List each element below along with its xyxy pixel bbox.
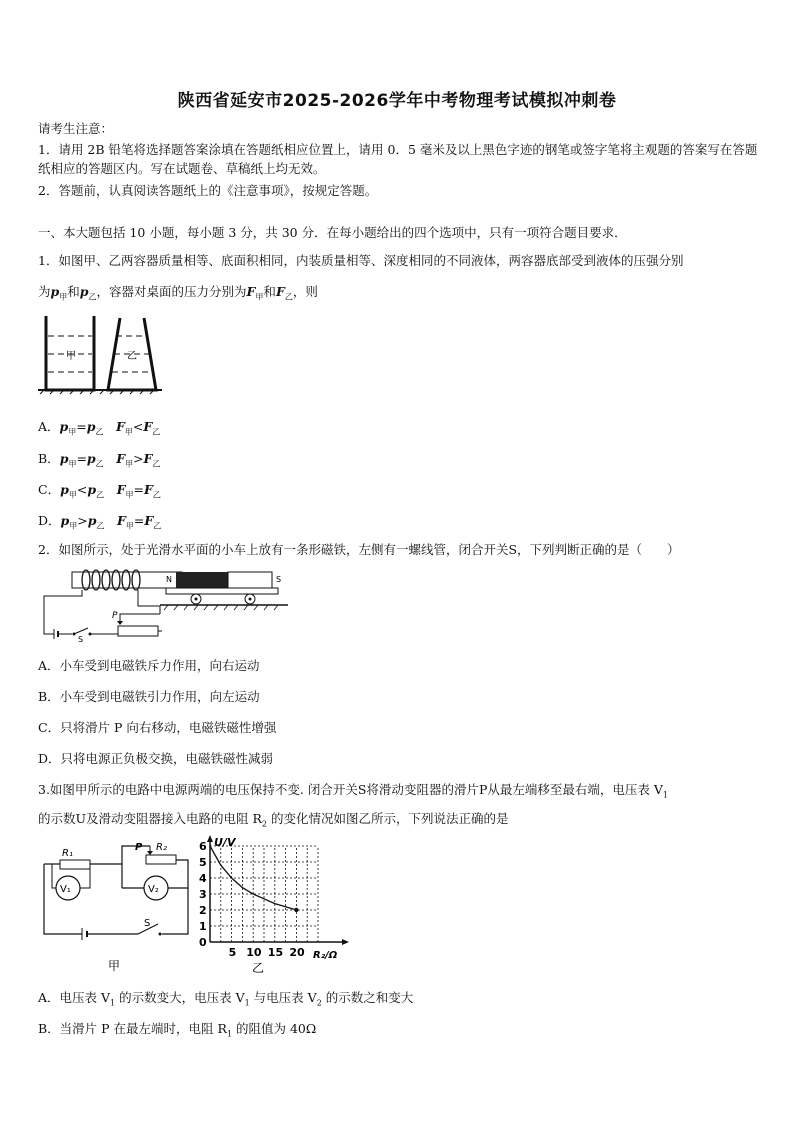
q1-option-b: B．$p_甲=p_乙$ $F_甲>F_乙$ <box>38 451 161 469</box>
y-axis-arrow <box>207 835 213 842</box>
y-axis-label: U/V <box>214 836 236 849</box>
page-title: 陕西省延安市2025-2026学年中考物理考试模拟冲刺卷 <box>177 91 617 111</box>
r2-label: R₂ <box>156 842 167 853</box>
q2-north-label: N <box>166 575 172 584</box>
q1-stem-line2: 为$p_甲$和$p_乙$，容器对桌面的压力分别为$F_甲$和$F_乙$，则 <box>38 284 318 302</box>
notice-heading: 请考生注意： <box>38 121 114 136</box>
q2-option-d: D．只将电源正负极交换，电磁铁磁性减弱 <box>38 751 274 766</box>
x-axis-label: R₂/Ω <box>313 950 338 961</box>
q2-option-c: C．只将滑片 P 向右移动，电磁铁磁性增强 <box>38 720 277 735</box>
x-tick-label: 10 <box>246 946 262 959</box>
q2-slider-label: P <box>112 611 118 621</box>
q1-option-a: A．$p_甲=p_乙$ $F_甲<F_乙$ <box>38 419 161 437</box>
x-axis-arrow <box>342 939 349 945</box>
q2-stem: 2．如图所示，处于光滑水平面的小车上放有一条形磁铁，左侧有一螺线管，闭合开关S，下列判断正确的是（ ） <box>38 542 680 557</box>
y-tick-label: 1 <box>199 920 207 933</box>
x-tick-label: 15 <box>267 946 284 959</box>
q2-option-a: A．小车受到电磁铁斥力作用，向右运动 <box>38 658 260 673</box>
y-tick-label: 4 <box>199 872 207 885</box>
y-tick-label: 0 <box>199 936 207 949</box>
container-yi-label: 乙 <box>127 351 137 362</box>
v1-label: V₁ <box>60 884 71 895</box>
q3-stem-line1: 3.如图甲所示的电路中电源两端的电压保持不变. 闭合开关S将滑动变阻器的滑片P从最左端移至最右端，电压表 $V_1$ <box>38 782 668 800</box>
q3-circuit-figure <box>38 836 198 976</box>
q3-option-a: A．电压表 $V_1$ 的示数变大，电压表 $V_1$ 与电压表 $V_2$ 的示数之和变大 <box>38 990 414 1008</box>
y-tick-label: 3 <box>199 888 207 901</box>
q2-option-b: B．小车受到电磁铁引力作用，向左运动 <box>38 689 260 704</box>
chart-caption: 乙 <box>252 961 265 975</box>
notice-item-1: 1．请用 2B 铅笔将选择题答案涂填在答题纸相应位置上，请用 0．5 毫米及以上黑色字迹的钢笔或签字笔将主观题的答案写在答题纸相应的答题区内。写在试题卷、草稿纸上均无效。 <box>38 142 758 176</box>
q1-option-c: C．$p_甲<p_乙$ $F_甲=F_乙$ <box>38 482 161 500</box>
q3-option-b: B．当滑片 P 在最左端时，电阻 $R_1$ 的阻值为 40Ω <box>38 1021 317 1039</box>
y-tick-label: 2 <box>199 904 207 917</box>
slider-p-label: P <box>135 842 143 853</box>
v2-label: V₂ <box>148 884 159 895</box>
q1-option-d: D．$p_甲>p_乙$ $F_甲=F_乙$ <box>38 513 162 531</box>
q2-south-label: S <box>276 575 282 584</box>
x-tick-label: 5 <box>228 946 237 959</box>
circuit-caption: 甲 <box>108 959 121 973</box>
q3-switch-label: S <box>144 918 151 929</box>
container-jia-label: 甲 <box>66 351 76 362</box>
x-tick-label: 20 <box>289 946 305 959</box>
q1-stem-line1: 1．如图甲、乙两容器质量相等、底面积相同，内装质量相等、深度相同的不同液体，两容器底部受到液体的压强分别 <box>38 253 684 268</box>
curve-end-point <box>294 908 298 912</box>
notice-item-2: 2．答题前，认真阅读答题纸上的《注意事项》，按规定答题。 <box>38 183 378 198</box>
r1-label: R₁ <box>62 848 73 859</box>
section-heading: 一、本大题包括 10 小题，每小题 3 分，共 30 分．在每小题给出的四个选项中，只有一项符合题目要求． <box>38 225 627 240</box>
y-tick-label: 5 <box>199 856 207 869</box>
q3-voltage-chart <box>196 834 356 976</box>
q3-stem-line2: 的示数U及滑动变阻器接入电路的电阻 $R_2$ 的变化情况如图乙所示，下列说法正确的是 <box>38 811 509 829</box>
y-tick-label: 6 <box>199 840 207 853</box>
q2-switch-label: S <box>78 635 84 642</box>
chart-grid <box>210 846 318 942</box>
q2-magnet-figure <box>38 566 290 642</box>
q1-containers-figure <box>36 312 164 396</box>
